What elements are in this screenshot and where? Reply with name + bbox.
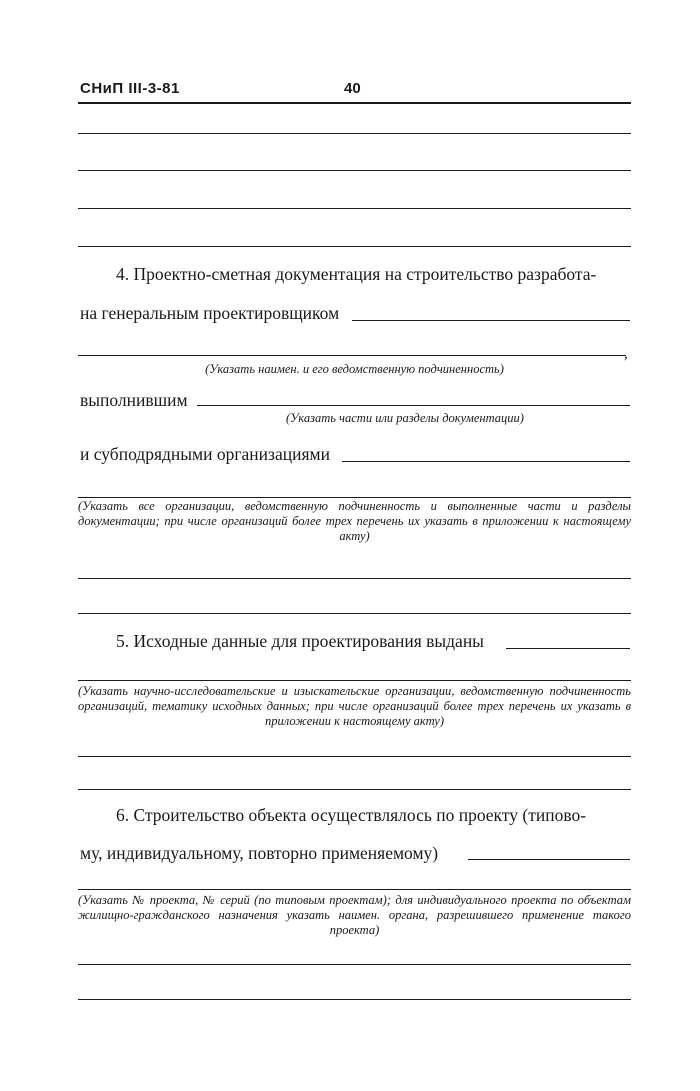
section4-line1: 4. Проектно-сметная документация на строительство разработа- xyxy=(116,264,597,284)
header-rule xyxy=(78,102,631,104)
section5-line1: 5. Исходные данные для проектирования выданы xyxy=(116,631,484,651)
section6-line2: му, индивидуальному, повторно применяемому) xyxy=(80,843,439,863)
blank-line xyxy=(78,613,631,614)
trailing-comma: , xyxy=(624,346,628,362)
blank-line xyxy=(78,756,631,757)
blank-line xyxy=(78,964,631,965)
document-code: СНиП III-3-81 xyxy=(80,80,180,97)
project-detail-field[interactable] xyxy=(78,889,631,890)
subcontractors-field[interactable] xyxy=(342,461,630,462)
general-designer-field[interactable] xyxy=(352,320,630,321)
subcontractors-detail-field[interactable] xyxy=(78,497,631,498)
subcontractors-label: и субподрядными организациями xyxy=(80,444,330,464)
blank-line xyxy=(78,208,631,209)
blank-line xyxy=(78,170,631,171)
note-designer-name: (Указать наимен. и его ведомственную подчиненность) xyxy=(205,362,504,376)
blank-line xyxy=(78,789,631,790)
source-data-field[interactable] xyxy=(506,648,630,649)
section6-line1: 6. Строительство объекта осуществлялось по проекту (типово- xyxy=(116,805,587,825)
performer-label: выполнившим xyxy=(80,390,188,410)
blank-line xyxy=(78,999,631,1000)
note-documentation-parts: (Указать части или разделы документации) xyxy=(286,411,524,425)
note-project: (Указать № проекта, № серий (по типовым проектам); для индивидуального проекта по объектам жилищно-гражданского назначения указать наимен. органа, разрешившего применение такого проекта) xyxy=(78,893,631,937)
designer-name-field[interactable] xyxy=(78,355,626,356)
page-number: 40 xyxy=(344,80,361,97)
source-data-detail-field[interactable] xyxy=(78,680,631,681)
note-subcontractors: (Указать все организации, ведомственную подчиненность и выполненные части и разделы документации; при числе организаций более трех перечень их указать в приложении к настоящему акту) xyxy=(78,499,631,543)
blank-line xyxy=(78,578,631,579)
blank-line xyxy=(78,133,631,134)
performer-field[interactable] xyxy=(197,405,630,406)
note-source-data: (Указать научно-исследовательские и изыскательские организации, ведомственную подчиненность организаций, тематику исходных данных; при числе организаций более трех перечень их указать в приложении к настоящему акту) xyxy=(78,684,631,728)
blank-line xyxy=(78,246,631,247)
project-type-field[interactable] xyxy=(468,859,630,860)
section4-line2: на генеральным проектировщиком xyxy=(80,303,340,323)
